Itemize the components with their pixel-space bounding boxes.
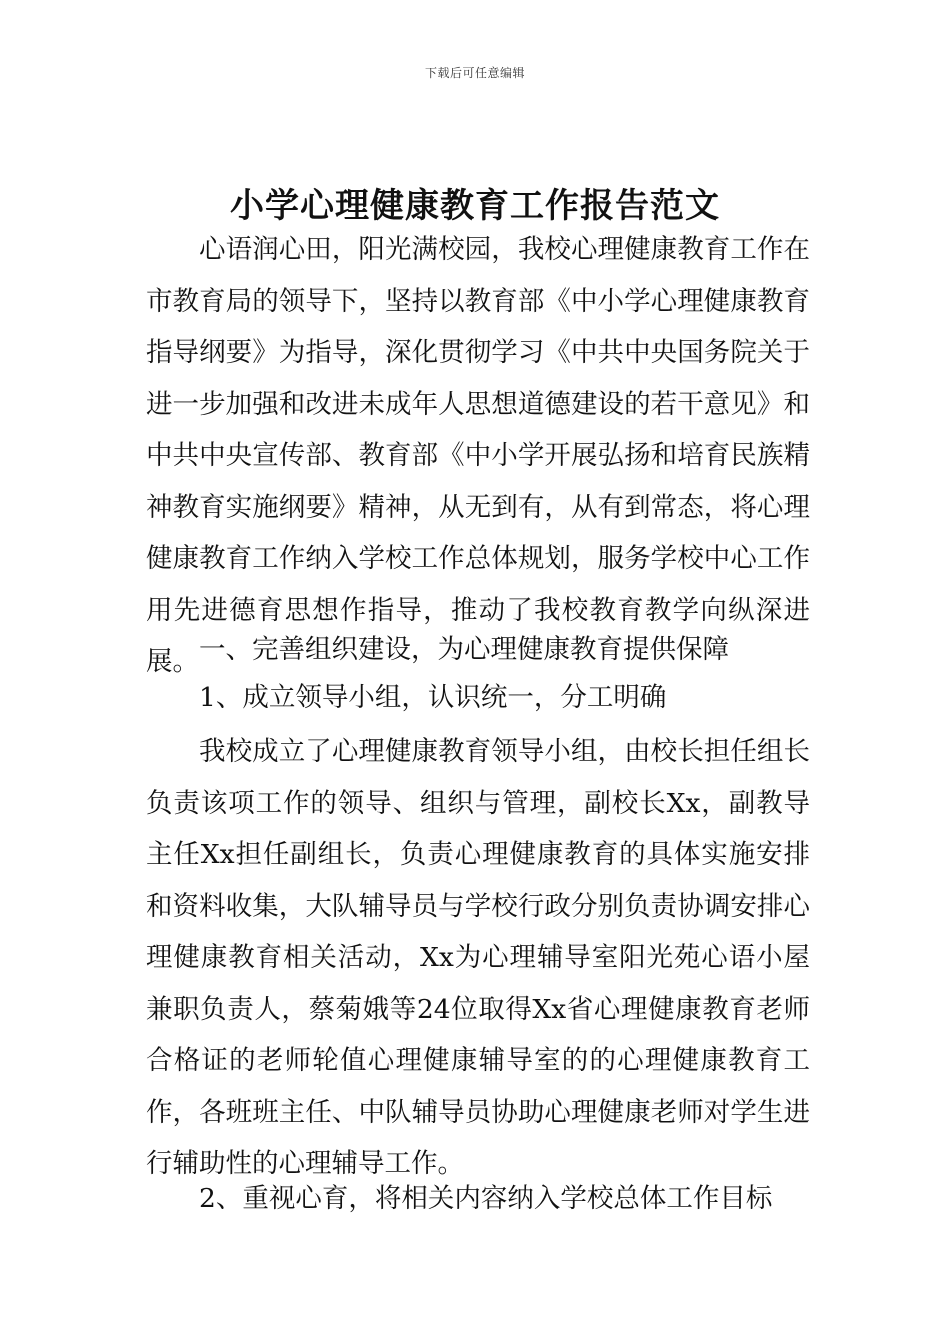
body-paragraph-1 — [146, 726, 810, 1190]
subsection-heading-1-2 — [146, 1173, 810, 1225]
document-title: 小学心理健康教育工作报告范文 — [230, 186, 720, 226]
section-heading-text: 一、完善组织建设，为心理健康教育提供保障 — [199, 634, 729, 665]
subsection-heading-text: 1、成立领导小组，认识统一，分工明确 — [199, 682, 667, 713]
header-note: 下载后可任意编辑 — [424, 66, 525, 80]
paragraph-text: 心语润心田，阳光满校园，我校心理健康教育工作在市教育局的领导下，坚持以教育部《中小学心理健康教育指导纲要》为指导，深化贯彻学习《中共中央国务院关于进一步加强和改进未成年人思想道德建设的若干意见》和中共中央宣传部、教育部《中小学开展弘扬和培育民族精神教育实施纲要》精神，从无到有，从有到常态，将心理健康教育工作纳入学校工作总体规划，服务学校中心工作用先进德育思想作指导，推动了我校教育教学向纵深进展。 — [146, 234, 810, 677]
subsection-heading-text: 2、重视心育，将相关内容纳入学校总体工作目标 — [199, 1183, 773, 1214]
section-heading-1 — [146, 624, 810, 676]
paragraph-text: 我校成立了心理健康教育领导小组，由校长担任组长负责该项工作的领导、组织与管理，副校长Xx，副教导主任Xx担任副组长，负责心理健康教育的具体实施安排和资料收集，大队辅导员与学校行政分别负责协调安排心理健康教育相关活动，Xx为心理辅导室阳光苑心语小屋兼职负责人，蔡菊娥等24位取得Xx省心理健康教育老师合格证的老师轮值心理健康辅导室的的心理健康教育工作，各班班主任、中队辅导员协助心理健康老师对学生进行辅助性的心理辅导工作。 — [146, 736, 810, 1179]
subsection-heading-1-1 — [146, 672, 810, 724]
intro-paragraph — [146, 224, 810, 688]
